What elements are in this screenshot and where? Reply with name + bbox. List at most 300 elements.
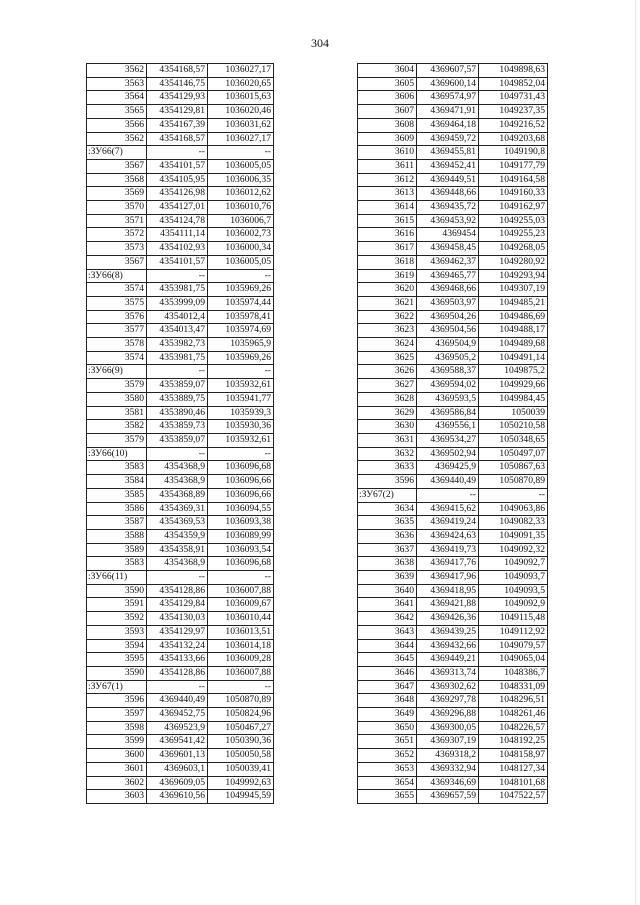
x-coordinate-cell: 4369610,56 (147, 790, 208, 804)
x-coordinate-cell: 4369302,62 (417, 680, 479, 694)
y-coordinate-cell: 1048386,7 (479, 666, 548, 680)
table-row (87, 392, 274, 406)
table-row (87, 406, 274, 420)
table-row (87, 379, 274, 393)
point-number-cell: 3632 (358, 447, 417, 461)
table-row (87, 694, 274, 708)
x-coordinate-cell: 4354359,9 (147, 529, 208, 543)
parcel-label-cell: :ЗУ66(10) (87, 447, 147, 461)
x-coordinate-cell: 4354111,14 (147, 228, 208, 242)
x-coordinate-cell: 4369464,18 (417, 118, 479, 132)
y-coordinate-cell: 1049852,04 (479, 77, 548, 91)
y-coordinate-cell: -- (208, 680, 274, 694)
y-coordinate-cell: 1049065,04 (479, 653, 548, 667)
point-number-cell: 3574 (87, 351, 147, 365)
y-coordinate-cell: -- (208, 146, 274, 160)
x-coordinate-cell: 4353889,75 (147, 392, 208, 406)
y-coordinate-cell: 1049160,33 (479, 187, 548, 201)
x-coordinate-cell: 4369603,1 (147, 762, 208, 776)
x-coordinate-cell: 4369657,59 (417, 790, 479, 804)
x-coordinate-cell: 4369318,2 (417, 749, 479, 763)
table-row (87, 228, 274, 242)
page-number: 304 (311, 36, 329, 50)
y-coordinate-cell: 1049488,17 (479, 324, 548, 338)
table-row (358, 488, 548, 502)
x-coordinate-cell: 4369449,21 (417, 653, 479, 667)
table-row (358, 173, 548, 187)
x-coordinate-cell: 4369601,13 (147, 749, 208, 763)
x-coordinate-cell: 4369504,9 (417, 338, 479, 352)
y-coordinate-cell: 1035974,44 (208, 296, 274, 310)
y-coordinate-cell: 1049307,19 (479, 283, 548, 297)
y-coordinate-cell: 1049984,45 (479, 392, 548, 406)
point-number-cell: 3651 (358, 735, 417, 749)
table-row (358, 406, 548, 420)
table-row (87, 776, 274, 790)
x-coordinate-cell: 4353981,75 (147, 283, 208, 297)
point-number-cell: 3570 (87, 201, 147, 215)
point-number-cell: 3585 (87, 488, 147, 502)
x-coordinate-cell: 4369307,19 (417, 735, 479, 749)
point-number-cell: 3571 (87, 214, 147, 228)
x-coordinate-cell: 4369502,94 (417, 447, 479, 461)
point-number-cell: 3564 (87, 91, 147, 105)
x-coordinate-cell: 4369465,77 (417, 269, 479, 283)
x-coordinate-cell: 4354124,78 (147, 214, 208, 228)
table-row (358, 762, 548, 776)
table-row (358, 132, 548, 146)
x-coordinate-cell: 4354368,9 (147, 461, 208, 475)
table-row (87, 351, 274, 365)
point-number-cell: 3613 (358, 187, 417, 201)
table-row (358, 584, 548, 598)
point-number-cell: 3620 (358, 283, 417, 297)
point-number-cell: 3601 (87, 762, 147, 776)
table-row (87, 91, 274, 105)
point-number-cell: 3590 (87, 666, 147, 680)
point-number-cell: 3597 (87, 708, 147, 722)
table-row (87, 488, 274, 502)
x-coordinate-cell: 4369297,78 (417, 694, 479, 708)
coordinates-table-left (86, 63, 274, 804)
y-coordinate-cell: 1049489,68 (479, 338, 548, 352)
x-coordinate-cell: 4369426,36 (417, 612, 479, 626)
x-coordinate-cell: 4353859,07 (147, 433, 208, 447)
y-coordinate-cell: 1050039,41 (208, 762, 274, 776)
table-row (358, 790, 548, 804)
y-coordinate-cell: 1049190,8 (479, 146, 548, 160)
x-coordinate-cell: 4354105,95 (147, 173, 208, 187)
x-coordinate-cell: 4369594,02 (417, 379, 479, 393)
table-row (87, 173, 274, 187)
table-row (87, 639, 274, 653)
table-row (358, 64, 548, 78)
table-row (358, 529, 548, 543)
point-number-cell: 3583 (87, 557, 147, 571)
table-row (87, 338, 274, 352)
point-number-cell: 3577 (87, 324, 147, 338)
table-row (358, 105, 548, 119)
point-number-cell: 3606 (358, 91, 417, 105)
y-coordinate-cell: 1047522,57 (479, 790, 548, 804)
table-row (87, 201, 274, 215)
y-coordinate-cell: 1049486,69 (479, 310, 548, 324)
table-body-right (358, 64, 548, 804)
point-number-cell: 3574 (87, 283, 147, 297)
point-number-cell: 3589 (87, 543, 147, 557)
x-coordinate-cell: 4354012,4 (147, 310, 208, 324)
y-coordinate-cell: -- (479, 488, 548, 502)
table-row (87, 598, 274, 612)
table-row (358, 242, 548, 256)
x-coordinate-cell: 4369417,96 (417, 571, 479, 585)
y-coordinate-cell: 1049268,05 (479, 242, 548, 256)
y-coordinate-cell: 1035941,77 (208, 392, 274, 406)
x-coordinate-cell: 4354129,97 (147, 625, 208, 639)
y-coordinate-cell: 1049203,68 (479, 132, 548, 146)
y-coordinate-cell: 1049063,86 (479, 502, 548, 516)
point-number-cell: 3599 (87, 735, 147, 749)
point-number-cell: 3631 (358, 433, 417, 447)
x-coordinate-cell: 4354130,03 (147, 612, 208, 626)
table-row (358, 516, 548, 530)
table-row (87, 721, 274, 735)
x-coordinate-cell: 4354132,24 (147, 639, 208, 653)
y-coordinate-cell: 1049091,35 (479, 529, 548, 543)
y-coordinate-cell: 1035932,61 (208, 433, 274, 447)
table-row (358, 420, 548, 434)
x-coordinate-cell: 4369432,66 (417, 639, 479, 653)
x-coordinate-cell: 4353981,75 (147, 351, 208, 365)
y-coordinate-cell: 1050348,65 (479, 433, 548, 447)
y-coordinate-cell: -- (208, 365, 274, 379)
table-row (87, 461, 274, 475)
y-coordinate-cell: 1049177,79 (479, 159, 548, 173)
x-coordinate-cell: 4369435,72 (417, 201, 479, 215)
y-coordinate-cell: 1036005,05 (208, 255, 274, 269)
point-number-cell: 3565 (87, 105, 147, 119)
point-number-cell: 3578 (87, 338, 147, 352)
table-row (87, 365, 274, 379)
table-row (358, 735, 548, 749)
x-coordinate-cell: 4369313,74 (417, 666, 479, 680)
table-row (87, 447, 274, 461)
y-coordinate-cell: 1036020,46 (208, 105, 274, 119)
point-number-cell: 3593 (87, 625, 147, 639)
x-coordinate-cell: -- (147, 680, 208, 694)
point-number-cell: 3614 (358, 201, 417, 215)
y-coordinate-cell: 1036002,73 (208, 228, 274, 242)
y-coordinate-cell: 1049255,03 (479, 214, 548, 228)
point-number-cell: 3629 (358, 406, 417, 420)
y-coordinate-cell: 1050497,07 (479, 447, 548, 461)
point-number-cell: 3566 (87, 118, 147, 132)
y-coordinate-cell: 1036012,62 (208, 187, 274, 201)
point-number-cell: 3610 (358, 146, 417, 160)
point-number-cell: 3628 (358, 392, 417, 406)
table-row (358, 721, 548, 735)
y-coordinate-cell: 1050824,96 (208, 708, 274, 722)
table-row (358, 433, 548, 447)
table-row (358, 392, 548, 406)
table-row (87, 132, 274, 146)
point-number-cell: 3602 (87, 776, 147, 790)
x-coordinate-cell: 4369541,42 (147, 735, 208, 749)
table-row (358, 475, 548, 489)
table-row (358, 776, 548, 790)
table-row (87, 118, 274, 132)
y-coordinate-cell: 1049875,2 (479, 365, 548, 379)
y-coordinate-cell: 1049093,5 (479, 584, 548, 598)
x-coordinate-cell: 4354129,93 (147, 91, 208, 105)
parcel-label-cell: :ЗУ66(11) (87, 571, 147, 585)
table-row (87, 762, 274, 776)
y-coordinate-cell: 1035974,69 (208, 324, 274, 338)
table-body-left (87, 64, 274, 804)
table-row (358, 447, 548, 461)
table-row (358, 625, 548, 639)
y-coordinate-cell: 1036006,35 (208, 173, 274, 187)
point-number-cell: 3616 (358, 228, 417, 242)
y-coordinate-cell: 1049945,59 (208, 790, 274, 804)
x-coordinate-cell: 4369468,66 (417, 283, 479, 297)
point-number-cell: 3615 (358, 214, 417, 228)
x-coordinate-cell: 4369439,25 (417, 625, 479, 639)
x-coordinate-cell: 4354168,57 (147, 132, 208, 146)
x-coordinate-cell: 4369458,45 (417, 242, 479, 256)
point-number-cell: 3568 (87, 173, 147, 187)
table-row (87, 612, 274, 626)
y-coordinate-cell: 1049731,43 (479, 91, 548, 105)
point-number-cell: 3594 (87, 639, 147, 653)
point-number-cell: 3598 (87, 721, 147, 735)
y-coordinate-cell: 1036027,17 (208, 64, 274, 78)
table-row (358, 365, 548, 379)
y-coordinate-cell: 1035932,61 (208, 379, 274, 393)
table-row (358, 159, 548, 173)
x-coordinate-cell: 4354358,91 (147, 543, 208, 557)
point-number-cell: 3563 (87, 77, 147, 91)
point-number-cell: 3605 (358, 77, 417, 91)
point-number-cell: 3590 (87, 584, 147, 598)
x-coordinate-cell: 4354368,89 (147, 488, 208, 502)
point-number-cell: 3652 (358, 749, 417, 763)
table-row (358, 557, 548, 571)
point-number-cell: 3626 (358, 365, 417, 379)
table-row (358, 187, 548, 201)
y-coordinate-cell: 1036031,62 (208, 118, 274, 132)
x-coordinate-cell: 4369609,05 (147, 776, 208, 790)
parcel-label-cell: :ЗУ67(1) (87, 680, 147, 694)
table-row (87, 283, 274, 297)
point-number-cell: 3642 (358, 612, 417, 626)
y-coordinate-cell: 1049164,58 (479, 173, 548, 187)
y-coordinate-cell: 1050467,27 (208, 721, 274, 735)
x-coordinate-cell: 4353890,46 (147, 406, 208, 420)
table-row (358, 214, 548, 228)
table-row (87, 433, 274, 447)
table-row (87, 653, 274, 667)
point-number-cell: 3627 (358, 379, 417, 393)
point-number-cell: 3647 (358, 680, 417, 694)
point-number-cell: 3654 (358, 776, 417, 790)
table-row (358, 612, 548, 626)
x-coordinate-cell: 4369586,84 (417, 406, 479, 420)
table-row (358, 118, 548, 132)
table-row (358, 228, 548, 242)
x-coordinate-cell: 4369455,81 (417, 146, 479, 160)
point-number-cell: 3633 (358, 461, 417, 475)
point-number-cell: 3579 (87, 433, 147, 447)
point-number-cell: 3572 (87, 228, 147, 242)
point-number-cell: 3637 (358, 543, 417, 557)
table-row (87, 296, 274, 310)
y-coordinate-cell: 1050867,63 (479, 461, 548, 475)
y-coordinate-cell: 1035969,26 (208, 283, 274, 297)
y-coordinate-cell: 1049929,66 (479, 379, 548, 393)
y-coordinate-cell: 1048261,46 (479, 708, 548, 722)
y-coordinate-cell: 1036093,54 (208, 543, 274, 557)
point-number-cell: 3579 (87, 379, 147, 393)
point-number-cell: 3604 (358, 64, 417, 78)
table-row (358, 269, 548, 283)
table-row (358, 201, 548, 215)
table-row (87, 159, 274, 173)
y-coordinate-cell: 1036006,7 (208, 214, 274, 228)
x-coordinate-cell: 4369346,69 (417, 776, 479, 790)
point-number-cell: 3649 (358, 708, 417, 722)
y-coordinate-cell: 1036010,76 (208, 201, 274, 215)
x-coordinate-cell: 4369574,97 (417, 91, 479, 105)
y-coordinate-cell: 1036014,18 (208, 639, 274, 653)
x-coordinate-cell: 4354129,84 (147, 598, 208, 612)
point-number-cell: 3635 (358, 516, 417, 530)
point-number-cell: 3575 (87, 296, 147, 310)
scan-edge-line (635, 0, 636, 905)
table-row (87, 242, 274, 256)
point-number-cell: 3646 (358, 666, 417, 680)
x-coordinate-cell: 4369419,24 (417, 516, 479, 530)
y-coordinate-cell: 1036096,68 (208, 461, 274, 475)
table-row (358, 77, 548, 91)
y-coordinate-cell: 1049093,7 (479, 571, 548, 585)
table-row (87, 64, 274, 78)
y-coordinate-cell: 1049216,52 (479, 118, 548, 132)
point-number-cell: 3639 (358, 571, 417, 585)
y-coordinate-cell: 1049112,92 (479, 625, 548, 639)
point-number-cell: 3588 (87, 529, 147, 543)
table-row (87, 214, 274, 228)
table-row (358, 255, 548, 269)
x-coordinate-cell: 4354146,75 (147, 77, 208, 91)
y-coordinate-cell: 1036009,67 (208, 598, 274, 612)
x-coordinate-cell: 4369505,2 (417, 351, 479, 365)
point-number-cell: 3643 (358, 625, 417, 639)
table-row (358, 749, 548, 763)
x-coordinate-cell: 4369600,14 (417, 77, 479, 91)
x-coordinate-cell: 4369421,88 (417, 598, 479, 612)
parcel-label-cell: :ЗУ67(2) (358, 488, 417, 502)
point-number-cell: 3611 (358, 159, 417, 173)
y-coordinate-cell: 1049280,92 (479, 255, 548, 269)
x-coordinate-cell: -- (147, 447, 208, 461)
point-number-cell: 3617 (358, 242, 417, 256)
x-coordinate-cell: 4369588,37 (417, 365, 479, 379)
x-coordinate-cell: 4354013,47 (147, 324, 208, 338)
table-row (358, 379, 548, 393)
table-row (87, 625, 274, 639)
point-number-cell: 3567 (87, 255, 147, 269)
point-number-cell: 3582 (87, 420, 147, 434)
y-coordinate-cell: 1050870,89 (479, 475, 548, 489)
point-number-cell: 3618 (358, 255, 417, 269)
table-row (358, 310, 548, 324)
table-row (87, 708, 274, 722)
point-number-cell: 3641 (358, 598, 417, 612)
table-row (87, 543, 274, 557)
y-coordinate-cell: 1049082,33 (479, 516, 548, 530)
point-number-cell: 3636 (358, 529, 417, 543)
table-row (87, 324, 274, 338)
point-number-cell: 3595 (87, 653, 147, 667)
table-row (87, 502, 274, 516)
x-coordinate-cell: 4354128,86 (147, 666, 208, 680)
point-number-cell: 3581 (87, 406, 147, 420)
y-coordinate-cell: 1049485,21 (479, 296, 548, 310)
x-coordinate-cell: 4369607,57 (417, 64, 479, 78)
point-number-cell: 3567 (87, 159, 147, 173)
point-number-cell: 3586 (87, 502, 147, 516)
y-coordinate-cell: 1048158,97 (479, 749, 548, 763)
point-number-cell: 3562 (87, 64, 147, 78)
x-coordinate-cell: 4354369,53 (147, 516, 208, 530)
y-coordinate-cell: 1036015,63 (208, 91, 274, 105)
x-coordinate-cell: 4369424,63 (417, 529, 479, 543)
y-coordinate-cell: 1036096,68 (208, 557, 274, 571)
y-coordinate-cell: 1050210,58 (479, 420, 548, 434)
point-number-cell: 3607 (358, 105, 417, 119)
y-coordinate-cell: 1049293,94 (479, 269, 548, 283)
x-coordinate-cell: 4354369,31 (147, 502, 208, 516)
table-row (87, 475, 274, 489)
point-number-cell: 3612 (358, 173, 417, 187)
point-number-cell: 3644 (358, 639, 417, 653)
x-coordinate-cell: -- (147, 365, 208, 379)
table-row (87, 584, 274, 598)
x-coordinate-cell: 4354167,39 (147, 118, 208, 132)
y-coordinate-cell: 1036096,66 (208, 488, 274, 502)
x-coordinate-cell: 4369453,92 (417, 214, 479, 228)
x-coordinate-cell: 4369419,73 (417, 543, 479, 557)
x-coordinate-cell: 4369454 (417, 228, 479, 242)
x-coordinate-cell: 4369452,41 (417, 159, 479, 173)
y-coordinate-cell: 1049115,48 (479, 612, 548, 626)
point-number-cell: 3573 (87, 242, 147, 256)
table-row (87, 749, 274, 763)
point-number-cell: 3580 (87, 392, 147, 406)
point-number-cell: 3583 (87, 461, 147, 475)
x-coordinate-cell: 4369523,9 (147, 721, 208, 735)
y-coordinate-cell: 1035969,26 (208, 351, 274, 365)
x-coordinate-cell: 4354101,57 (147, 159, 208, 173)
point-number-cell: 3576 (87, 310, 147, 324)
table-row (358, 338, 548, 352)
x-coordinate-cell: 4354168,57 (147, 64, 208, 78)
x-coordinate-cell: 4369471,91 (417, 105, 479, 119)
parcel-label-cell: :ЗУ66(8) (87, 269, 147, 283)
y-coordinate-cell: 1036013,51 (208, 625, 274, 639)
point-number-cell: 3653 (358, 762, 417, 776)
